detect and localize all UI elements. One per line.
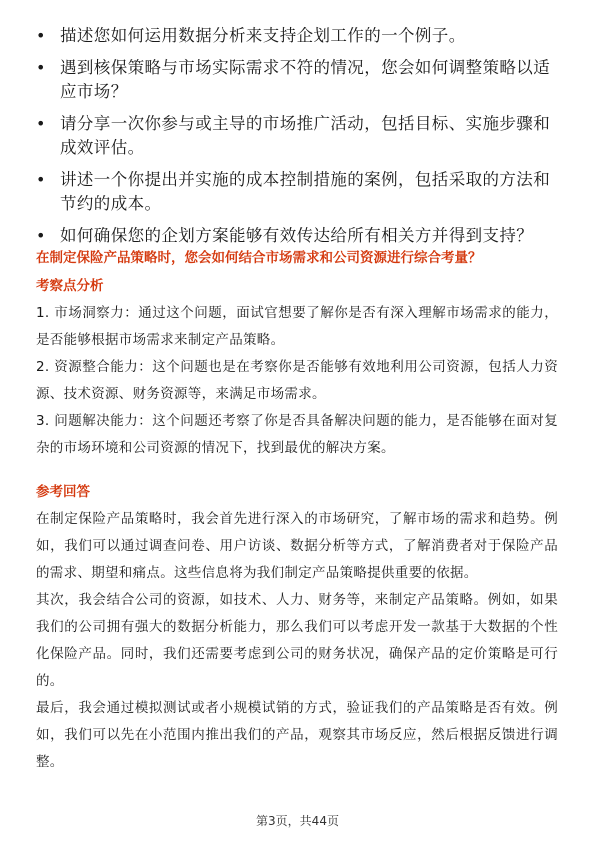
bullet-text: 描述您如何运用数据分析来支持企划工作的一个例子。 (60, 26, 466, 45)
bullet-dot-icon: • (36, 58, 46, 77)
analysis-item-2: 2. 资源整合能力：这个问题也是在考察你是否能够有效地利用公司资源，包括人力资源、技术资源、财务资源等，来满足市场需求。 (36, 359, 558, 402)
bullet-dot-icon: • (36, 170, 46, 189)
answer-paragraph-3: 最后，我会通过模拟测试或者小规模试销的方式，验证我们的产品策略是否有效。例如，我们可以先在小范围内推出我们的产品，观察其市场反应，然后根据反馈进行调整。 (36, 700, 558, 770)
bullet-item (36, 56, 566, 104)
bullet-item (36, 112, 566, 160)
bullet-text: 如何确保您的企划方案能够有效传达给所有相关方并得到支持？ (60, 226, 534, 245)
page-number-footer: 第3页，共44页 (256, 814, 339, 828)
answer-section-title: 参考回答 (36, 484, 90, 500)
bullet-item (36, 224, 566, 248)
interview-question-heading: 在制定保险产品策略时，您会如何结合市场需求和公司资源进行综合考量？ (36, 250, 482, 266)
question-bullet-list (36, 24, 566, 256)
answer-paragraph-2: 其次，我会结合公司的资源，如技术、人力、财务等，来制定产品策略。例如，如果我们的公司拥有强大的数据分析能力，那么我们可以考虑开发一款基于大数据的个性化保险产品。同时，我们还需要考虑到公司的财务状况，确保产品的定价策略是可行的。 (36, 592, 558, 689)
analysis-item-3: 3. 问题解决能力：这个问题还考察了你是否具备解决问题的能力，是否能够在面对复杂的市场环境和公司资源的情况下，找到最优的解决方案。 (36, 413, 558, 456)
bullet-item (36, 168, 566, 216)
answer-paragraph-1: 在制定保险产品策略时，我会首先进行深入的市场研究，了解市场的需求和趋势。例如，我们可以通过调查问卷、用户访谈、数据分析等方式，了解消费者对于保险产品的需求、期望和痛点。这些信息将为我们制定产品策略提供重要的依据。 (36, 511, 558, 581)
bullet-item (36, 24, 566, 48)
analysis-item-1: 1. 市场洞察力：通过这个问题，面试官想要了解你是否有深入理解市场需求的能力，是否能够根据市场需求来制定产品策略。 (36, 305, 558, 348)
bullet-text: 讲述一个你提出并实施的成本控制措施的案例，包括采取的方法和节约的成本。 (60, 170, 551, 213)
bullet-dot-icon: • (36, 114, 46, 133)
bullet-text: 请分享一次你参与或主导的市场推广活动，包括目标、实施步骤和成效评估。 (60, 114, 551, 157)
analysis-section-title: 考察点分析 (36, 278, 104, 294)
bullet-text: 遇到核保策略与市场实际需求不符的情况，您会如何调整策略以适应市场？ (60, 58, 551, 101)
bullet-dot-icon: • (36, 26, 46, 45)
bullet-dot-icon: • (36, 226, 46, 245)
